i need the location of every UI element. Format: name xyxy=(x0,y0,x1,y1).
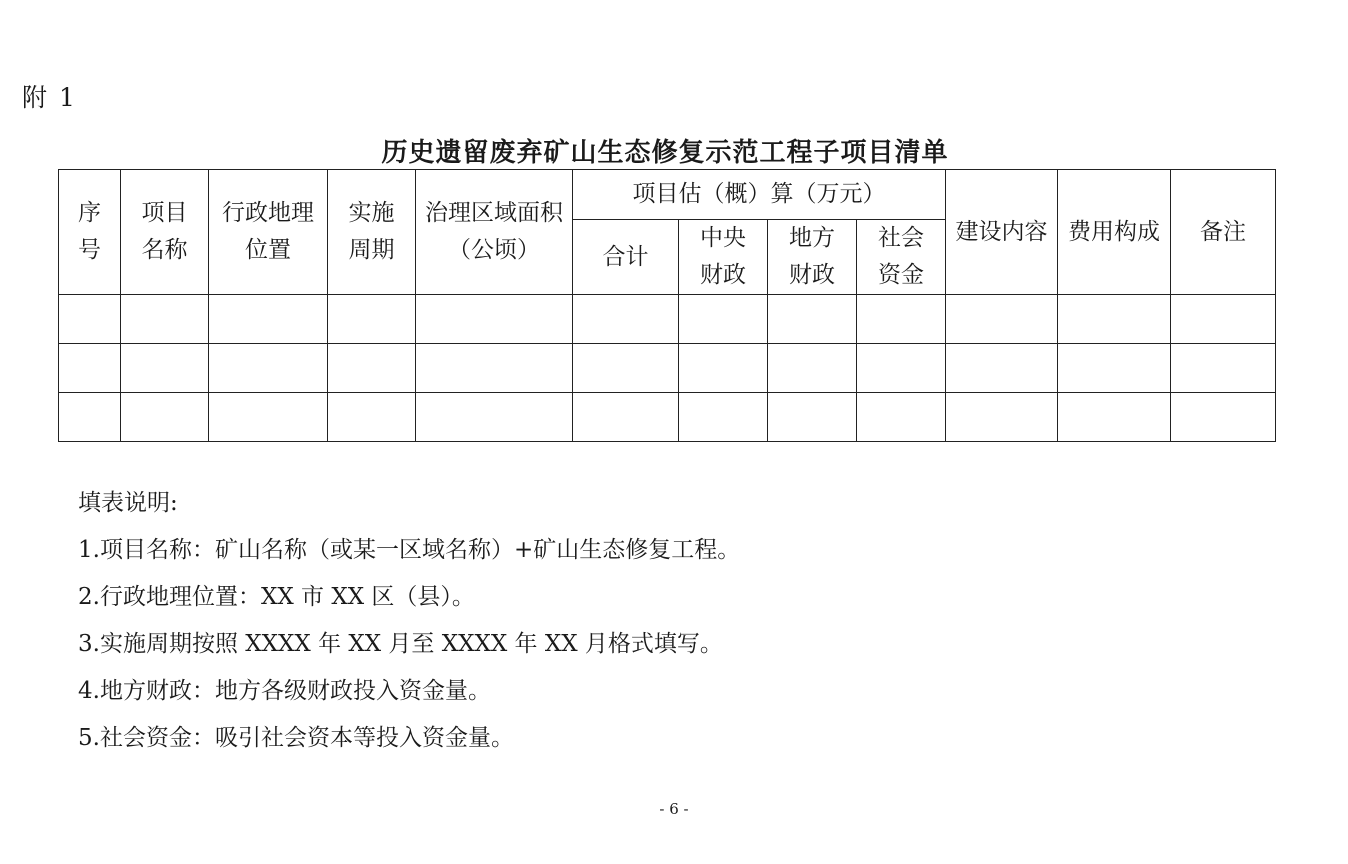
header-location xyxy=(209,170,328,295)
project-list-table xyxy=(58,169,1276,442)
header-central-line2: 财政 xyxy=(700,262,746,288)
table-cell xyxy=(946,295,1058,344)
table-cell xyxy=(209,393,328,442)
table-row xyxy=(59,295,1276,344)
header-location-line2: 位置 xyxy=(245,237,291,263)
table-cell xyxy=(209,344,328,393)
header-estimate-group: 项目估（概）算（万元） xyxy=(573,170,946,220)
table-cell xyxy=(59,393,121,442)
table-cell xyxy=(1058,393,1171,442)
header-central-finance xyxy=(679,220,768,295)
note-item: 4.地方财政：地方各级财政投入资金量。 xyxy=(78,678,491,704)
note-item: 5.社会资金：吸引社会资本等投入资金量。 xyxy=(78,725,514,751)
header-seq-line2: 号 xyxy=(78,237,101,263)
table-cell xyxy=(59,344,121,393)
table-cell xyxy=(416,344,573,393)
header-local-line1: 地方 xyxy=(789,225,835,251)
header-central-line1: 中央 xyxy=(700,225,746,251)
header-social-line2: 资金 xyxy=(878,262,924,288)
header-period-line2: 周期 xyxy=(348,237,395,263)
table-cell xyxy=(1171,295,1276,344)
table-cell xyxy=(328,344,416,393)
table-cell xyxy=(416,393,573,442)
page-number: - 6 - xyxy=(659,800,689,818)
table-cell xyxy=(857,295,946,344)
header-project-name xyxy=(121,170,209,295)
header-local-line2: 财政 xyxy=(789,262,835,288)
header-project-name-line2: 名称 xyxy=(141,237,188,263)
header-social-line1: 社会 xyxy=(878,225,924,251)
header-total: 合计 xyxy=(573,220,679,295)
header-seq-line1: 序 xyxy=(78,200,101,226)
table-cell xyxy=(857,393,946,442)
table-cell xyxy=(857,344,946,393)
table-row xyxy=(59,393,1276,442)
table-cell xyxy=(59,295,121,344)
table-cell xyxy=(121,344,209,393)
table-cell xyxy=(209,295,328,344)
header-project-name-line1: 项目 xyxy=(141,200,188,226)
table-cell xyxy=(1171,344,1276,393)
table-cell xyxy=(1058,344,1171,393)
note-item: 3.实施周期按照 XXXX 年 XX 月至 XXXX 年 XX 月格式填写。 xyxy=(78,631,723,657)
table-cell xyxy=(1058,295,1171,344)
note-item: 1.项目名称：矿山名称（或某一区域名称）+矿山生态修复工程。 xyxy=(78,537,741,563)
header-area xyxy=(416,170,573,295)
table-cell xyxy=(679,295,768,344)
header-area-line1: 治理区域面积 xyxy=(425,200,563,226)
table-cell xyxy=(328,295,416,344)
table-cell xyxy=(573,393,679,442)
header-area-line2: （公顷） xyxy=(448,237,540,263)
table-cell xyxy=(573,295,679,344)
table-cell xyxy=(946,393,1058,442)
document-title: 历史遗留废弃矿山生态修复示范工程子项目清单 xyxy=(381,138,949,168)
table-cell xyxy=(768,393,857,442)
header-construction-content: 建设内容 xyxy=(946,170,1058,295)
table-cell xyxy=(768,344,857,393)
table-row xyxy=(59,344,1276,393)
header-period-line1: 实施 xyxy=(348,200,395,226)
header-period xyxy=(328,170,416,295)
table-cell xyxy=(416,295,573,344)
header-seq xyxy=(59,170,121,295)
table-cell xyxy=(121,295,209,344)
header-social-funds xyxy=(857,220,946,295)
table-cell xyxy=(573,344,679,393)
table-cell xyxy=(121,393,209,442)
header-cost-composition: 费用构成 xyxy=(1058,170,1171,295)
table-cell xyxy=(679,393,768,442)
header-remark: 备注 xyxy=(1171,170,1276,295)
table-cell xyxy=(328,393,416,442)
table-cell xyxy=(946,344,1058,393)
notes-heading: 填表说明: xyxy=(78,490,178,516)
table-cell xyxy=(679,344,768,393)
header-location-line1: 行政地理 xyxy=(222,200,314,226)
annex-label: 附 1 xyxy=(22,83,77,112)
table-cell xyxy=(1171,393,1276,442)
filling-instructions xyxy=(78,480,740,762)
header-local-finance xyxy=(768,220,857,295)
note-item: 2.行政地理位置：XX 市 XX 区（县）。 xyxy=(78,584,475,610)
table-cell xyxy=(768,295,857,344)
